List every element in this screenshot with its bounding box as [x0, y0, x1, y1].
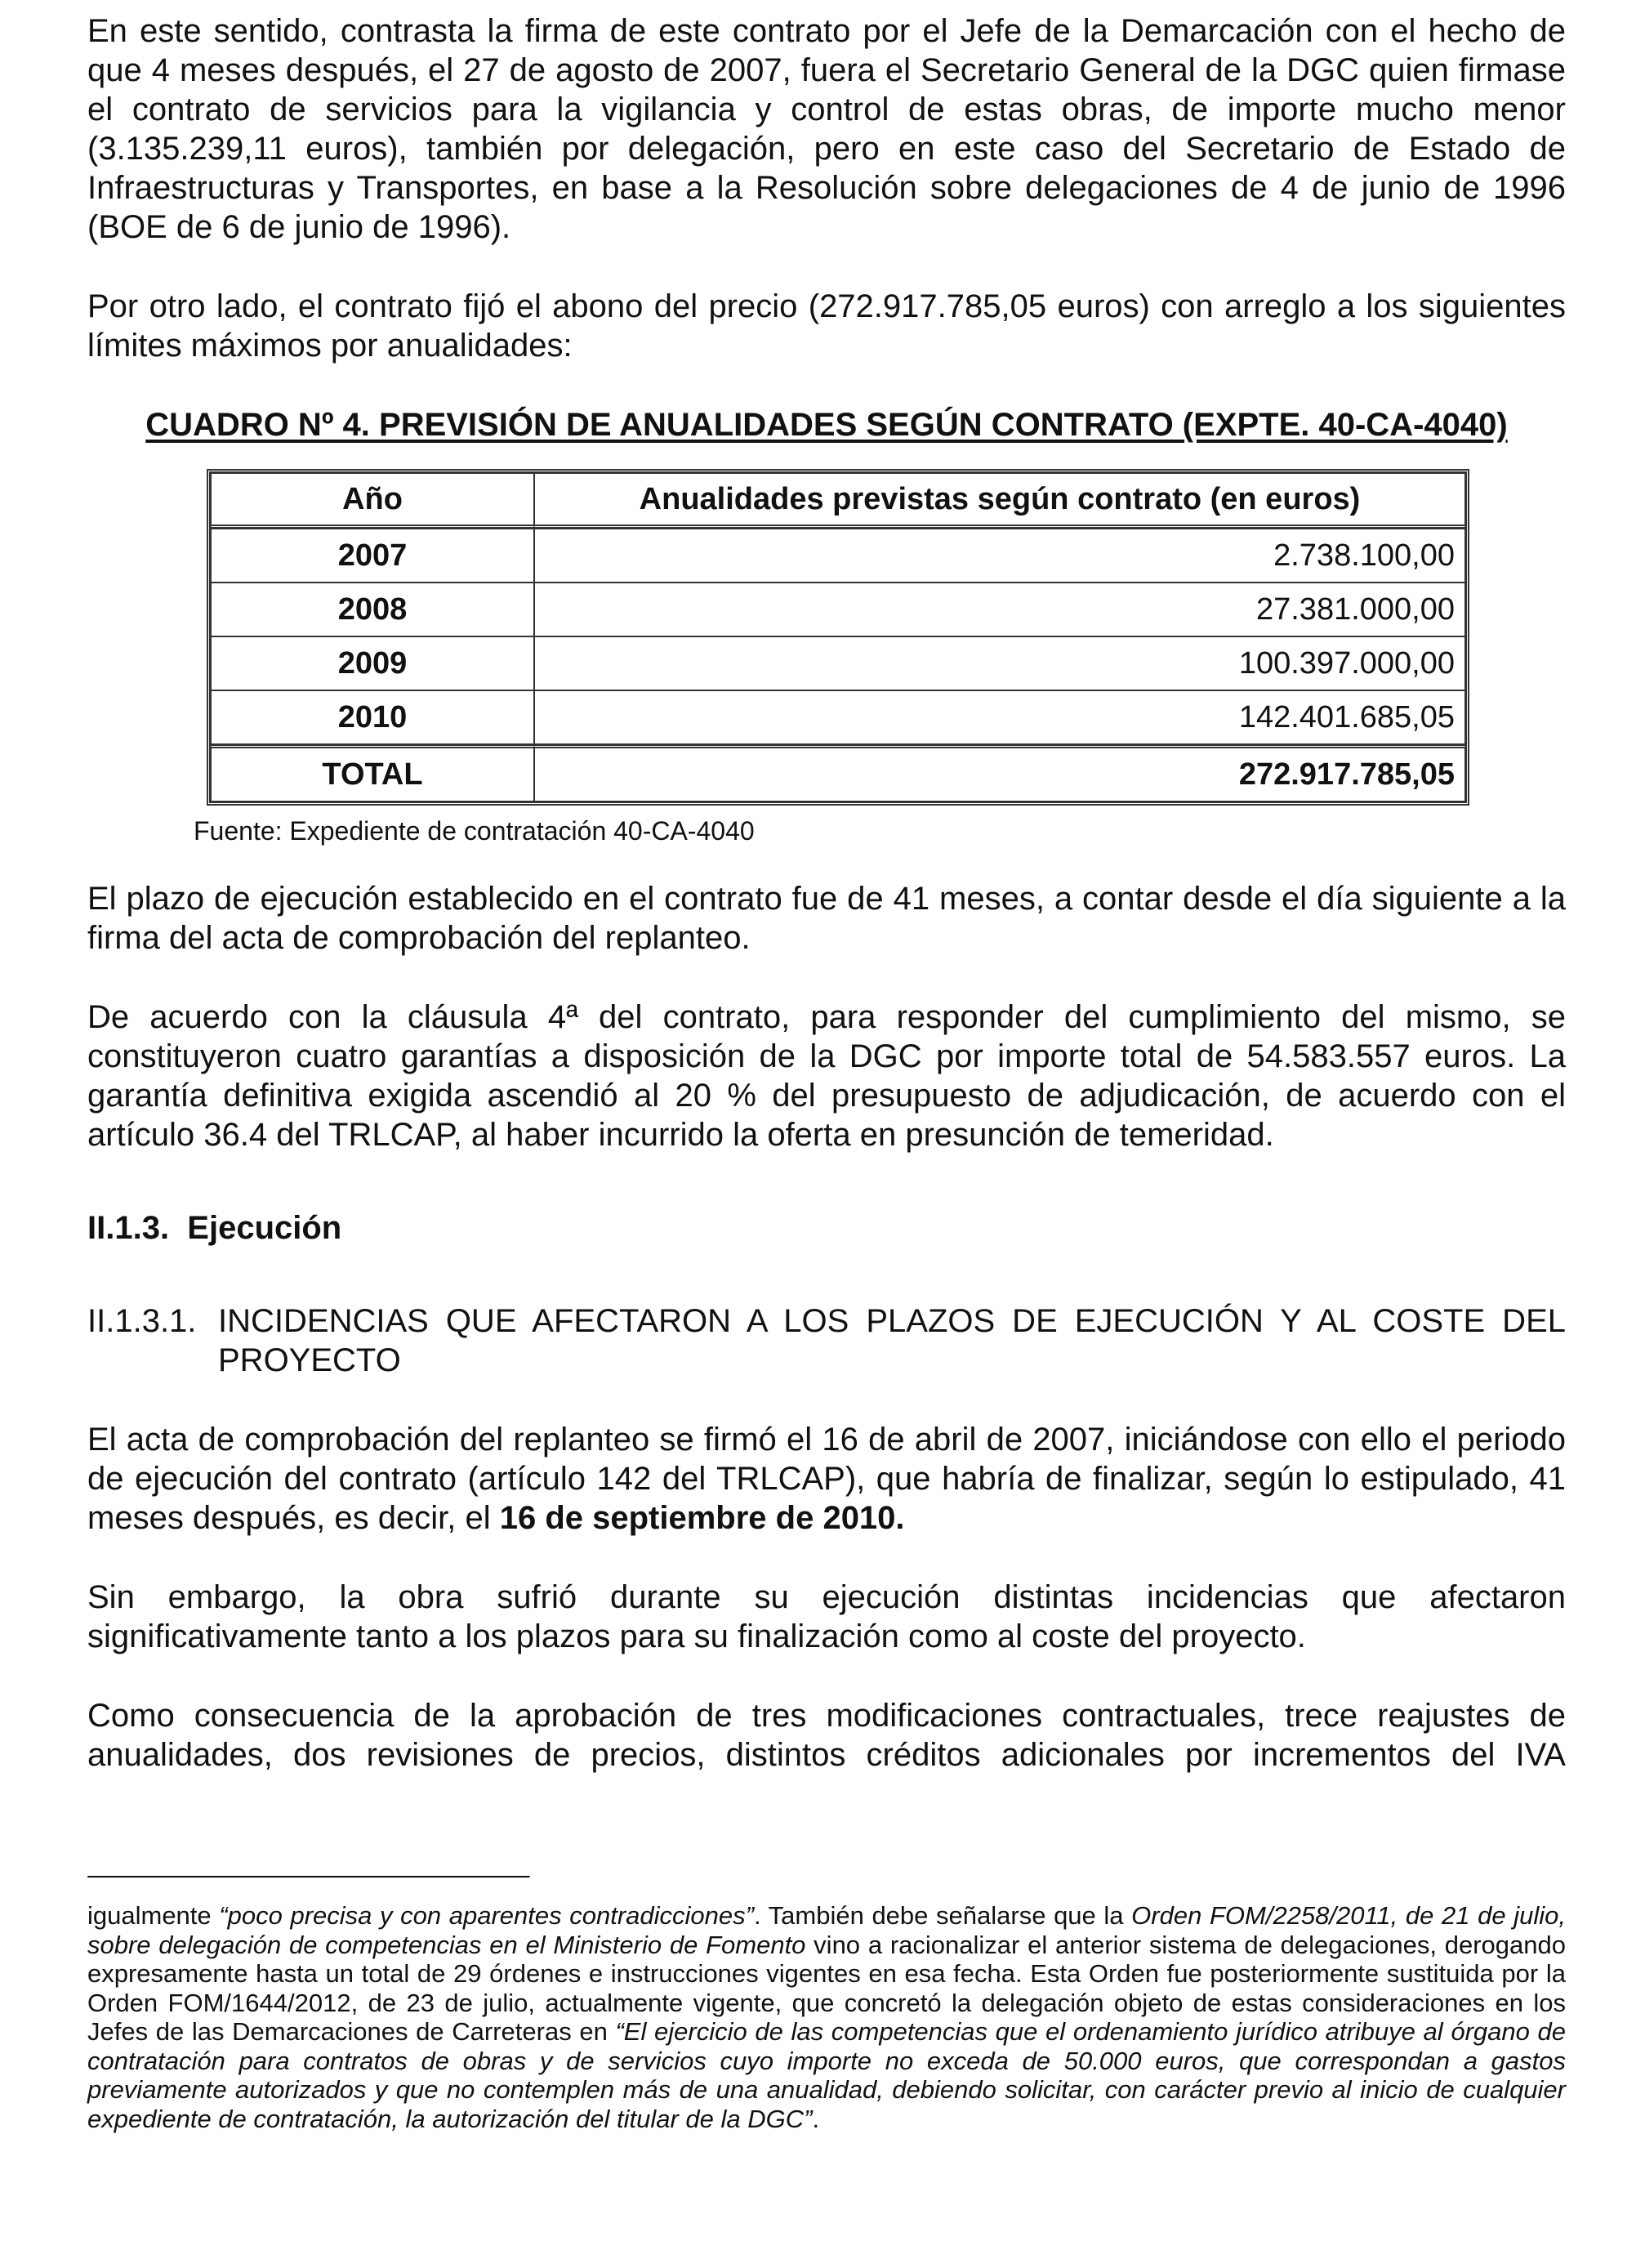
row-amount: 27.381.000,00: [534, 583, 1465, 636]
row-amount: 100.397.000,00: [534, 636, 1465, 690]
table-header-row: [211, 473, 1465, 529]
table-total-row: [211, 744, 1465, 801]
row-year: 2009: [211, 636, 534, 690]
row-year: 2007: [211, 529, 534, 583]
paragraph-signature-contrast: En este sentido, contrasta la firma de este contrato por el Jefe de la Demarcación con el hecho de que 4 meses después, el 27 de agosto de 2007, fuera el Secretario General de la DGC quien firmase el contrato de servicios para la vigilancia y control de estas obras, de importe mucho menor (3.135.239,11 euros), también por delegación, pero en este caso del Secretario de Estado de Infraestructuras y Transportes, en base a la Resolución sobre delegaciones de 4 de junio de 1996 (BOE de 6 de junio de 1996).: [87, 13, 1566, 245]
row-amount: 2.738.100,00: [534, 529, 1465, 583]
paragraph-guarantees: De acuerdo con la cláusula 4ª del contrato, para responder del cumplimiento del mismo, se constituyeron cuatro garantías a disposición de la DGC por importe total de 54.583.557 euros. La garantía definitiva exigida ascendió al 20 % del presupuesto de adjudicación, de acuerdo con el artículo 36.4 del TRLCAP, al haber incurrido la oferta en presunción de temeridad.: [87, 999, 1566, 1153]
footnote: [87, 1901, 1566, 2133]
fn-part: . También debe señalarse que la: [753, 1901, 1132, 1930]
paragraph-replanteo: [87, 1420, 1566, 1538]
replanteo-end-date: 16 de septiembre de 2010.: [499, 1500, 905, 1536]
document-page: [87, 11, 1566, 2133]
subsection-number: II.1.3.1.: [87, 1303, 197, 1339]
table-source: Fuente: Expediente de contratación 40-CA-4040: [194, 816, 755, 846]
table-row: [211, 583, 1465, 636]
header-amount: Anualidades previstas según contrato (en euros): [534, 473, 1465, 529]
row-amount: 142.401.685,05: [534, 690, 1465, 744]
fn-part: vino a racionalizar el anterior sistema de delegaciones, derogando expresamente hasta un total de 29 órdenes e instrucciones vigentes en esa fecha. Esta Orden fue posteriormente sustituida por la Orden FOM/1644/2012, de 23 de julio, actualmente vigente, que concretó la delegación objeto de estas consideraciones en los Jefes de las Demarcaciones de Carreteras en: [87, 1930, 1566, 2046]
row-year: 2010: [211, 690, 534, 744]
subsection-title-line2: PROYECTO: [218, 1342, 401, 1378]
section-heading: II.1.3. Ejecución: [87, 1210, 342, 1246]
header-year: Año: [211, 473, 534, 529]
fn-quote: “poco precisa y con aparentes contradicciones”: [219, 1901, 754, 1930]
fn-order-title: Orden FOM/2258/2011, de 21 de julio, sobre delegación de competencias en el Ministerio de Fomento: [87, 1901, 1566, 1959]
table-row: [211, 690, 1465, 744]
total-amount: 272.917.785,05: [534, 744, 1465, 801]
paragraph-execution-term: El plazo de ejecución establecido en el contrato fue de 41 meses, a contar desde el día siguiente a la firma del acta de comprobación del replanteo.: [87, 881, 1566, 956]
paragraph-consequences: Como consecuencia de la aprobación de tres modificaciones contractuales, trece reajustes de anualidades, dos revisiones de precios, distintos créditos adicionales por incrementos del IVA: [87, 1698, 1566, 1773]
subsection-heading: [87, 1301, 1566, 1380]
fn-delegation-quote: “El ejercicio de las competencias que el ordenamiento jurídico atribuye al órgano de contratación para contratos de obras y de servicios cuyo importe no exceda de 50.000 euros, que correspondan a gastos previamente autorizados y que no contemplen más de una anualidad, debiendo solicitar, con carácter previo al inicio de cualquier expediente de contratación, la autorización del titular de la DGC”: [87, 2017, 1566, 2133]
subsection-title: [218, 1301, 1566, 1380]
table-row: [211, 529, 1465, 583]
subsection-title-line1: INCIDENCIAS QUE AFECTARON A LOS PLAZOS DE EJECUCIÓN Y AL COSTE DEL: [218, 1303, 1566, 1339]
replanteo-text: El acta de comprobación del replanteo se firmó el 16 de abril de 2007, iniciándose con ello el periodo de ejecución del contrato (artículo 142 del TRLCAP), que habría de finalizar, según lo estipulado, 41 meses después, es decir, el: [87, 1422, 1566, 1536]
fn-part: .: [812, 2104, 820, 2133]
row-year: 2008: [211, 583, 534, 636]
paragraph-incidences: Sin embargo, la obra sufrió durante su ejecución distintas incidencias que afectaron significativamente tanto a los plazos para su finalización como al coste del proyecto.: [87, 1579, 1566, 1654]
fn-part: igualmente: [87, 1901, 220, 1930]
paragraph-payment-limits: Por otro lado, el contrato fijó el abono del precio (272.917.785,05 euros) con arreglo a los siguientes límites máximos por anualidades:: [87, 288, 1566, 364]
annuities-table: [207, 469, 1469, 806]
total-label: TOTAL: [211, 744, 534, 801]
table-row: [211, 636, 1465, 690]
table-caption: CUADRO Nº 4. PREVISIÓN DE ANUALIDADES SEGÚN CONTRATO (EXPTE. 40-CA-4040): [145, 407, 1508, 443]
